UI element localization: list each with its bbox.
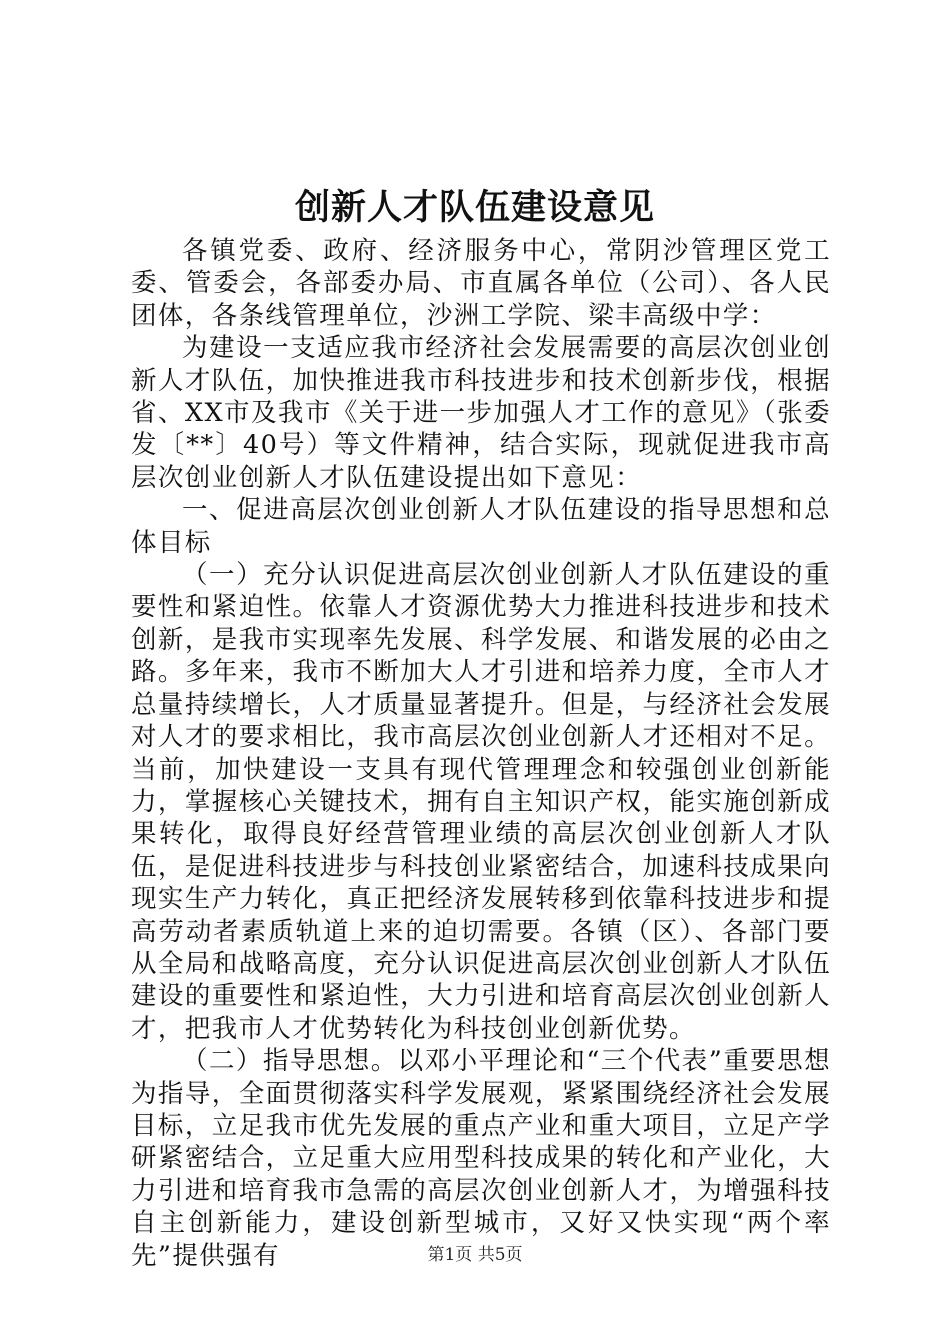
page-number-footer: 第1页 共5页 — [427, 1245, 523, 1265]
paragraph-item-one: （一）充分认识促进高层次创业创新人才队伍建设的重要性和紧迫性。依靠人才资源优势大力推进科技进步和技术创新，是我市实现率先发展、科学发展、和谐发展的必由之路。多年来，我市不断加大人才引进和培养力度，全市人才总量持续增长，人才质量显著提升。但是，与经济社会发展对人才的要求相比，我市高层次创业创新人才还相对不足。当前，加快建设一支具有现代管理理念和较强创业创新能力，掌握核心关键技术，拥有自主知识产权，能实施创新成果转化，取得良好经营管理业绩的高层次创业创新人才队伍，是促进科技进步与科技创业紧密结合，加速科技成果向现实生产力转化，真正把经济发展转移到依靠科技进步和提高劳动者素质轨道上来的迫切需要。各镇（区）、各部门要从全局和战略高度，充分认识促进高层次创业创新人才队伍建设的重要性和紧迫性，大力引进和培育高层次创业创新人才，把我市人才优势转化为科技创业创新优势。 — [131, 560, 831, 1044]
paragraph-addressees: 各镇党委、政府、经济服务中心，常阴沙管理区党工委、管委会，各部委办局、市直属各单位（公司）、各人民团体，各条线管理单位，沙洲工学院、梁丰高级中学： — [131, 236, 831, 331]
section-heading-one: 一、促进高层次创业创新人才队伍建设的指导思想和总体目标 — [131, 495, 831, 558]
document-body — [131, 235, 831, 1272]
paragraph-item-two: （二）指导思想。以邓小平理论和“三个代表”重要思想为指导，全面贯彻落实科学发展观，紧紧围绕经济社会发展目标，立足我市优先发展的重点产业和重大项目，立足产学研紧密结合，立足重大应用型科技成果的转化和产业化，大力引进和培育我市急需的高层次创业创新人才，为增强科技自主创新能力，建设创新型城市，又好又快实现“两个率先”提供强有 — [131, 1046, 831, 1271]
document-title: 创新人才队伍建设意见 — [294, 187, 655, 228]
paragraph-preamble: 为建设一支适应我市经济社会发展需要的高层次创业创新人才队伍，加快推进我市科技进步和技术创新步伐，根据省、XX市及我市《关于进一步加强人才工作的意见》（张委发〔**〕40号）等文件精神，结合实际，现就促进我市高层次创业创新人才队伍建设提出如下意见： — [131, 333, 831, 493]
